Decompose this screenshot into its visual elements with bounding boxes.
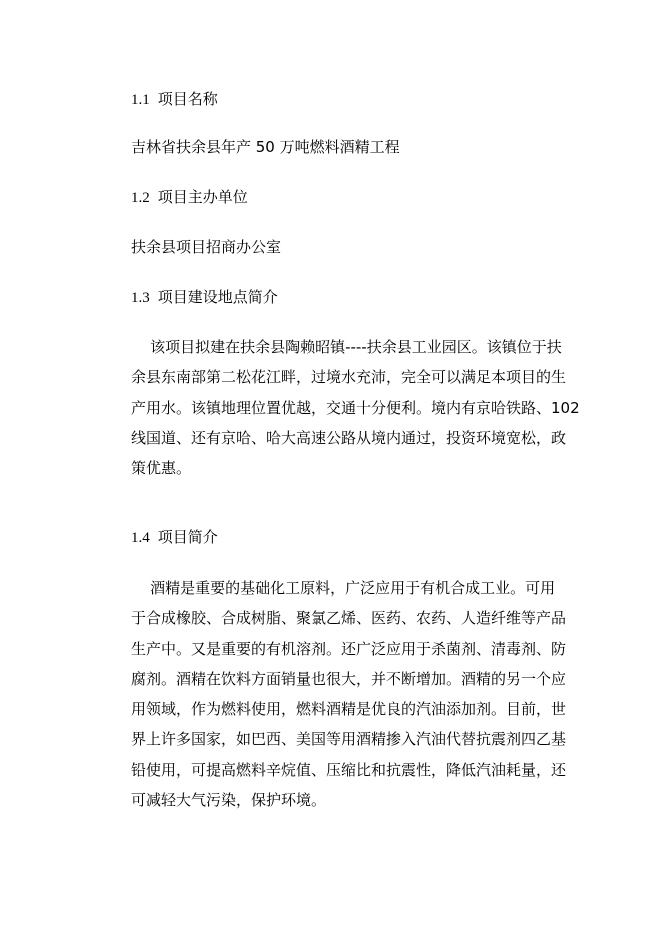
paragraph-line: 策优惠。: [131, 459, 192, 478]
paragraph-line: 腐剂。酒精在饮料方面销量也很大，并不断增加。酒精的另一个应: [131, 669, 567, 688]
paragraph-line: 铅使用，可提高燃料辛烷值、压缩比和抗震性，降低汽油耗量，还: [131, 760, 567, 779]
paragraph-line: 该项目拟建在扶余县陶赖昭镇----扶余县工业园区。该镇位于扶: [131, 338, 562, 356]
paragraph-line: 用领域，作为燃料使用，燃料酒精是优良的汽油添加剂。目前，世: [131, 700, 567, 719]
section-title: 项目名称: [157, 90, 218, 108]
summary-paragraph: [131, 573, 567, 815]
section-number: 1.1: [131, 92, 150, 108]
paragraph-line: 余县东南部第二松花江畔，过境水充沛，完全可以满足本项目的生: [131, 368, 567, 387]
section-title: 项目简介: [157, 528, 218, 546]
section-number: 1.2: [131, 190, 150, 206]
section-heading-1-3: [131, 287, 278, 308]
section-heading-1-4: [131, 527, 218, 548]
section-number: 1.4: [131, 530, 150, 546]
section-heading-1-1: [131, 89, 218, 110]
paragraph-line: 生产中。又是重要的有机溶剂。还广泛应用于杀菌剂、清毒剂、防: [131, 639, 567, 658]
section-title: 项目建设地点简介: [157, 288, 278, 306]
project-name-text: 吉林省扶余县年产 50 万吨燃料酒精工程: [131, 138, 400, 156]
paragraph-line: 产用水。该镇地理位置优越，交通十分便利。境内有京哈铁路、102: [131, 398, 580, 417]
paragraph-line: 线国道、还有京哈、哈大高速公路从境内通过，投资环境宽松，政: [131, 428, 567, 447]
organizer-text: 扶余县项目招商办公室: [131, 238, 282, 256]
paragraph-line: 于合成橡胶、合成树脂、聚氯乙烯、医药、农药、人造纤维等产品: [131, 609, 567, 628]
section-heading-1-2: [131, 187, 248, 208]
section-number: 1.3: [131, 290, 150, 306]
location-paragraph: [131, 332, 580, 483]
section-title: 项目主办单位: [157, 188, 248, 206]
paragraph-line: 酒精是重要的基础化工原料，广泛应用于有机合成工业。可用: [131, 579, 556, 597]
paragraph-line: 界上许多国家，如巴西、美国等用酒精掺入汽油代替抗震剂四乙基: [131, 730, 567, 749]
paragraph-line: 可减轻大气污染，保护环境。: [131, 791, 327, 810]
